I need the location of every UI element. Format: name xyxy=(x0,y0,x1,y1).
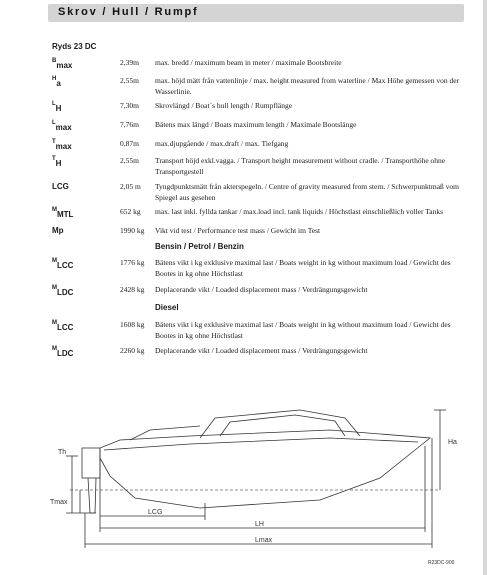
spec-value: 7,76m xyxy=(120,120,139,129)
spec-description: Vikt vid test / Performance test mass / Gewicht im Test xyxy=(155,226,321,235)
spec-symbol: $^M$LDC xyxy=(52,285,74,297)
header-bar xyxy=(48,4,464,22)
spec-description: max. höjd mätt från vattenlinje / max. height measured from waterline / Max Höhe gemessen von der Wasserlinie. xyxy=(155,76,460,96)
hull-outline xyxy=(100,430,430,508)
lh-label: LH xyxy=(255,521,264,528)
spec-symbol: $^M$LCC xyxy=(52,320,74,332)
spec-value: 1776 kg xyxy=(120,258,145,267)
engine-leg xyxy=(88,478,96,513)
spec-description: max.djupgående / max.draft / max. Tiefgang xyxy=(155,139,289,148)
windscreen xyxy=(220,415,345,436)
footer-code: R23DC-900 xyxy=(428,560,455,566)
spec-description: Deplacerande vikt / Loaded displacement mass / Verdrängungsgewicht xyxy=(155,285,368,294)
spec-value: 1608 kg xyxy=(120,320,145,329)
spec-symbol: $^T$H xyxy=(52,156,62,168)
spec-description: Tyngdpunktsmätt från akterspegeln. / Centre of gravity measured from stern. / Schwerpunktmaß vom Spiegel aus gesehen xyxy=(155,182,459,202)
spec-symbol: Mp xyxy=(52,226,64,235)
spec-symbol: LCG xyxy=(52,182,69,191)
lmax-label: Lmax xyxy=(255,537,273,544)
spec-value: 7,30m xyxy=(120,101,139,110)
spec-value: 2260 kg xyxy=(120,346,145,355)
spec-symbol: $^H$a xyxy=(52,76,61,88)
spec-value: 652 kg xyxy=(120,207,141,216)
spec-symbol: $^B$max xyxy=(52,58,73,70)
spec-value: 2,39m xyxy=(120,58,139,67)
spec-value: 1990 kg xyxy=(120,226,145,235)
engine-outline xyxy=(82,448,100,478)
lcg-label: LCG xyxy=(148,509,163,516)
boat-dimension-drawing xyxy=(0,388,487,558)
spec-description: max. bredd / maximum beam in meter / maximale Bootsbreite xyxy=(155,58,342,67)
ha-label: Ha xyxy=(448,439,457,446)
hardtop-outline xyxy=(200,410,360,438)
spec-value: 2,55m xyxy=(120,156,139,165)
spec-description: Bätens max längd / Boats maximum length / Maximale Bootslänge xyxy=(155,120,357,129)
spec-value: 2,05 m xyxy=(120,182,141,191)
spec-symbol: $^T$max xyxy=(52,139,72,151)
spec-symbol: $^L$H xyxy=(52,101,62,113)
spec-symbol: $^M$MTL xyxy=(52,207,74,219)
th-label: Th xyxy=(58,449,67,456)
spec-symbol: $^M$LDC xyxy=(52,346,74,358)
spec-description: Bätens vikt i kg exklusive maximal last / Boats weight in kg without maximum load / Gewicht des Bootes in kg ohne Höchstlast xyxy=(155,258,451,278)
spec-description: Deplacerande vikt / Loaded displacement mass / Verdrängungsgewicht xyxy=(155,346,368,355)
cockpit-rail xyxy=(130,426,200,440)
spec-value: 2428 kg xyxy=(120,285,145,294)
spec-symbol: $^L$max xyxy=(52,120,72,132)
section-title-petrol: Bensin / Petrol / Benzin xyxy=(155,242,244,251)
section-title-diesel: Diesel xyxy=(155,303,179,312)
spec-symbol: $^M$LCC xyxy=(52,258,74,270)
spec-value: 0,87m xyxy=(120,139,139,148)
spec-value: 2,55m xyxy=(120,76,139,85)
spec-description: Transport höjd exkl.vagga. / Transport height measurement without cradle. / Transporthöhe ohne Transportgestell xyxy=(155,156,446,176)
spec-description: Bätens vikt i kg exklusive maximal last / Boats weight in kg without maximum load / Gewicht des Bootes in kg ohne Höchstlast xyxy=(155,320,451,340)
page-title: Skrov / Hull / Rumpf xyxy=(58,6,199,18)
deck-line xyxy=(104,438,418,450)
spec-description: Skrovlängd / Boat´s hull length / Rumpflänge xyxy=(155,101,293,110)
spec-description: max. last inkl. fyllda tankar / max.load incl. tank liquids / Höchstlast einschließlich voller Tanks xyxy=(155,207,444,216)
model-name: Ryds 23 DC xyxy=(52,42,97,51)
tmax-label: Tmax xyxy=(50,499,68,506)
